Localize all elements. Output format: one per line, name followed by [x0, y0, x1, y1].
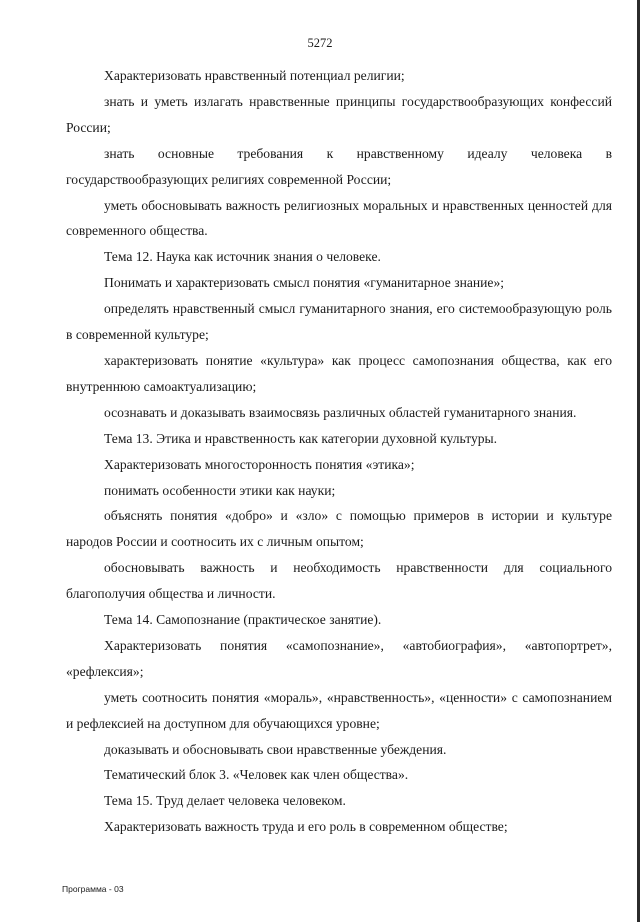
paragraph: знать основные требования к нравственному идеалу человека в государствообразующих религиях современной России;: [66, 145, 612, 187]
footer-program-label: Программа - 03: [62, 884, 124, 894]
paragraph: Понимать и характеризовать смысл понятия «гуманитарное знание»;: [104, 275, 505, 291]
paragraph: понимать особенности этики как науки;: [104, 482, 336, 498]
topic-heading: Тема 15. Труд делает человека человеком.: [104, 793, 346, 809]
paragraph: Характеризовать понятия «самопознание», «автобиография», «автопортрет», «рефлексия»;: [66, 637, 612, 679]
paragraph: Характеризовать нравственный потенциал религии;: [104, 68, 405, 83]
paragraph: характеризовать понятие «культура» как процесс самопознания общества, как его внутреннюю самоактуализацию;: [66, 352, 612, 394]
paragraph: объяснять понятия «добро» и «зло» с помощью примеров в истории и культуре народов России и соотносить их с личным опытом;: [66, 508, 612, 550]
paragraph: обосновывать важность и необходимость нравственности для социального благополучия общества и личности.: [66, 560, 612, 602]
paragraph: осознавать и доказывать взаимосвязь различных областей гуманитарного знания.: [104, 404, 577, 420]
paragraph: Характеризовать многосторонность понятия «этика»;: [104, 456, 415, 472]
paragraph: знать и уметь излагать нравственные принципы государствообразующих конфессий России;: [66, 93, 612, 135]
topic-heading: Тема 13. Этика и нравственность как категории духовной культуры.: [104, 430, 498, 446]
page-number: 5272: [307, 36, 333, 50]
paragraph: доказывать и обосновывать свои нравственные убеждения.: [104, 741, 447, 757]
paragraph: Характеризовать важность труда и его роль в современном обществе;: [104, 819, 508, 835]
document-body: [66, 63, 612, 840]
topic-heading: Тема 12. Наука как источник знания о человеке.: [104, 249, 381, 265]
paragraph: определять нравственный смысл гуманитарного знания, его системообразующую роль в современной культуре;: [66, 301, 612, 343]
block-heading: Тематический блок 3. «Человек как член общества».: [104, 767, 409, 783]
topic-heading: Тема 14. Самопознание (практическое занятие).: [104, 612, 382, 628]
paragraph: уметь соотносить понятия «мораль», «нравственность», «ценности» с самопознанием и рефлексией на доступном для обучающихся уровне;: [66, 689, 612, 731]
paragraph: уметь обосновывать важность религиозных моральных и нравственных ценностей для современного общества.: [66, 197, 612, 239]
